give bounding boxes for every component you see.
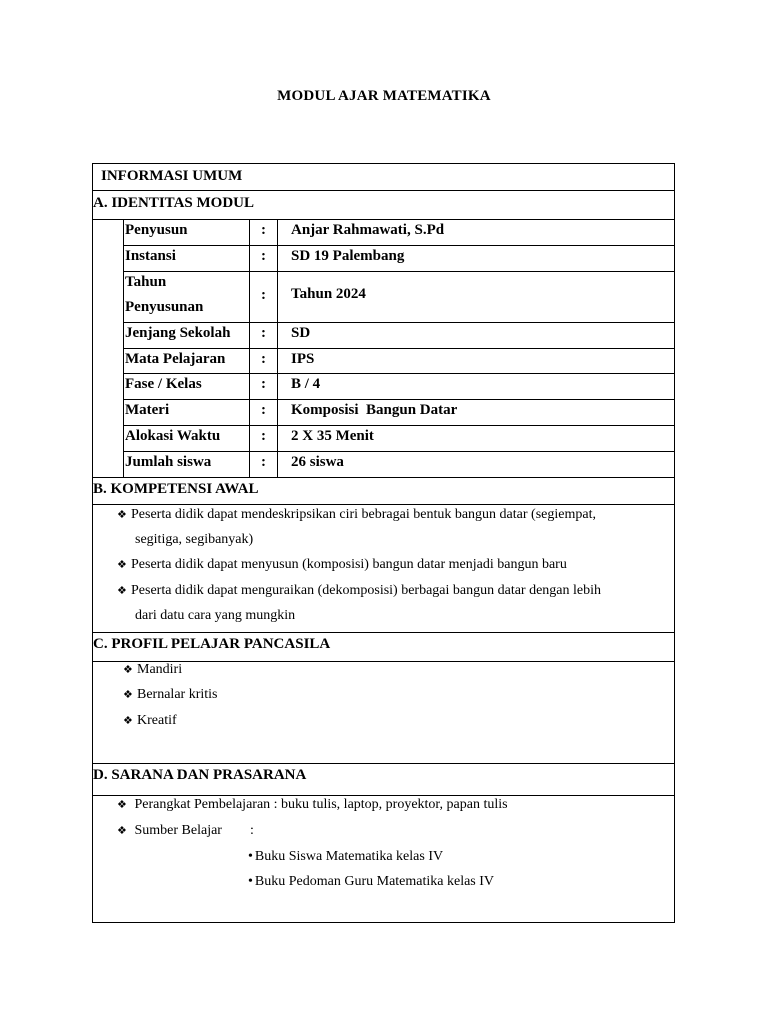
colon: : <box>261 222 266 238</box>
table-divider <box>93 219 674 220</box>
colon: : <box>261 376 266 392</box>
value-fase-kelas: B / 4 <box>291 376 321 392</box>
table-divider <box>93 477 674 478</box>
label-alokasi-waktu: Alokasi Waktu <box>125 428 221 444</box>
bullet-icon: ❖ <box>123 715 133 727</box>
list-item: ❖ Mandiri <box>123 662 183 677</box>
value-materi: Komposisi Bangun Datar <box>291 402 458 418</box>
dot-icon: • <box>248 874 253 889</box>
list-item-continuation: segitiga, segibanyak) <box>135 532 254 547</box>
list-item: ❖ Perangkat Pembelajaran : buku tulis, laptop, proyektor, papan tulis <box>117 797 508 812</box>
list-item: ❖ Peserta didik dapat menyusun (komposisi) bangun datar menjadi bangun baru <box>117 557 567 572</box>
list-item: ❖ Sumber Belajar : <box>117 823 254 838</box>
label-fase-kelas: Fase / Kelas <box>125 376 202 392</box>
table-divider <box>93 504 674 505</box>
table-divider <box>123 245 674 246</box>
bullet-icon: ❖ <box>117 509 127 521</box>
table-divider <box>123 399 674 400</box>
label-jumlah-siswa: Jumlah siswa <box>125 454 212 470</box>
label-penyusun: Penyusun <box>125 222 188 238</box>
table-divider <box>249 219 250 477</box>
colon: : <box>261 325 266 341</box>
value-penyusun: Anjar Rahmawati, S.Pd <box>291 222 445 238</box>
label-tahun-line1: Tahun <box>125 274 167 290</box>
colon: : <box>261 402 266 418</box>
table-divider <box>123 348 674 349</box>
value-jenjang-sekolah: SD <box>291 325 311 341</box>
table-divider <box>123 322 674 323</box>
table-divider <box>123 219 124 477</box>
section-identitas-modul: A. IDENTITAS MODUL <box>93 195 254 211</box>
colon: : <box>261 287 266 303</box>
section-informasi-umum: INFORMASI UMUM <box>101 168 243 184</box>
module-table <box>92 163 675 923</box>
value-mata-pelajaran: IPS <box>291 351 315 367</box>
list-item: ❖ Bernalar kritis <box>123 687 218 702</box>
section-sarana-prasarana: D. SARANA DAN PRASARANA <box>93 767 307 783</box>
bullet-icon: ❖ <box>117 559 127 571</box>
colon: : <box>261 454 266 470</box>
table-divider <box>123 373 674 374</box>
label-mata-pelajaran: Mata Pelajaran <box>125 351 226 367</box>
table-divider <box>93 763 674 764</box>
label-tahun-line2: Penyusunan <box>125 299 204 315</box>
table-divider <box>123 425 674 426</box>
table-divider <box>277 219 278 477</box>
section-kompetensi-awal: B. KOMPETENSI AWAL <box>93 481 259 497</box>
label-instansi: Instansi <box>125 248 176 264</box>
section-profil-pelajar: C. PROFIL PELAJAR PANCASILA <box>93 636 331 652</box>
colon: : <box>261 428 266 444</box>
table-divider <box>93 632 674 633</box>
bullet-icon: ❖ <box>123 664 133 676</box>
value-instansi: SD 19 Palembang <box>291 248 405 264</box>
sub-list-item: • Buku Siswa Matematika kelas IV <box>248 849 444 864</box>
bullet-icon: ❖ <box>117 799 127 811</box>
value-jumlah-siswa: 26 siswa <box>291 454 344 470</box>
table-divider <box>123 451 674 452</box>
table-divider <box>123 271 674 272</box>
table-divider <box>93 190 674 191</box>
bullet-icon: ❖ <box>117 825 127 837</box>
label-materi: Materi <box>125 402 170 418</box>
colon: : <box>261 351 266 367</box>
colon: : <box>261 248 266 264</box>
sub-list-item: • Buku Pedoman Guru Matematika kelas IV <box>248 874 495 889</box>
dot-icon: • <box>248 849 253 864</box>
list-item: ❖ Kreatif <box>123 713 177 728</box>
document-title: MODUL AJAR MATEMATIKA <box>277 88 491 104</box>
value-tahun: Tahun 2024 <box>291 286 366 302</box>
bullet-icon: ❖ <box>117 585 127 597</box>
label-jenjang-sekolah: Jenjang Sekolah <box>125 325 231 341</box>
bullet-icon: ❖ <box>123 689 133 701</box>
list-item-continuation: dari datu cara yang mungkin <box>135 608 296 623</box>
list-item: ❖ Peserta didik dapat menguraikan (dekomposisi) berbagai bangun datar dengan lebih <box>117 583 602 598</box>
value-alokasi-waktu: 2 X 35 Menit <box>291 428 374 444</box>
list-item: ❖ Peserta didik dapat mendeskripsikan ciri bebragai bentuk bangun datar (segiempat, <box>117 507 596 522</box>
